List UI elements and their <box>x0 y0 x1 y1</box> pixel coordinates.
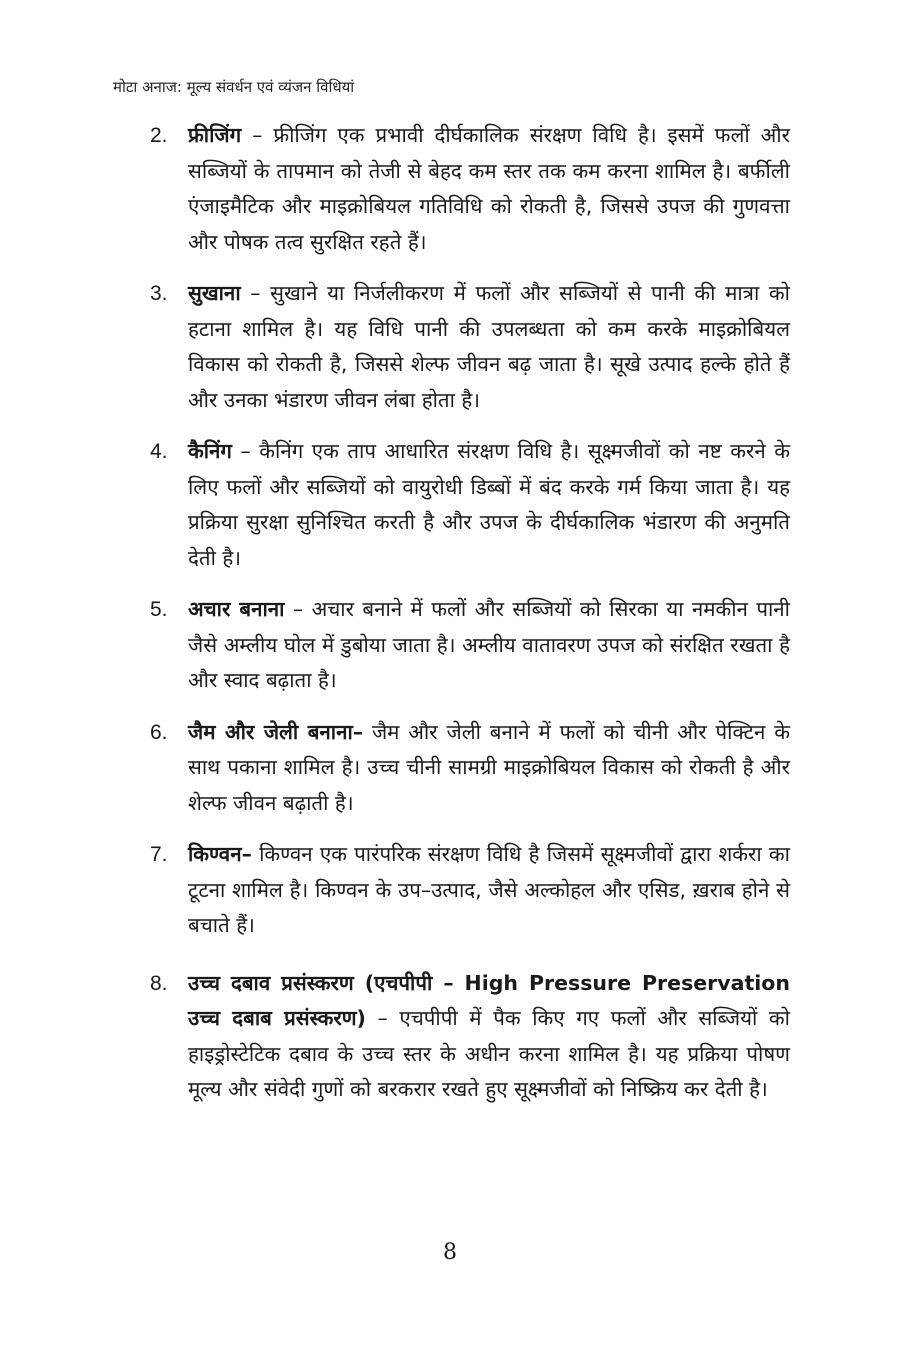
item-term: सुखाना <box>188 281 241 305</box>
list-item-fermentation <box>150 837 790 944</box>
item-paragraph <box>188 837 790 944</box>
item-term: जैम और जेली बनाना– <box>188 719 364 744</box>
item-paragraph <box>188 118 790 260</box>
item-separator: – <box>365 1006 400 1030</box>
item-text: किण्वन एक पारंपरिक संरक्षण विधि है जिसमें सूक्ष्मजीवों द्वारा शर्करा का टूटना शामिल है। किण्वन के उप–उत्पाद, जैसे अल्कोहल और एसिड, ख़राब होने से बचाते हैं। <box>188 842 790 937</box>
running-header: मोटा अनाज: मूल्य संवर्धन एवं व्यंजन विधियां <box>113 78 355 96</box>
item-number: 6. <box>150 720 168 744</box>
item-number: 7. <box>150 843 168 866</box>
item-text: अचार बनाने में फलों और सब्जियों को सिरका या नमकीन पानी जैसे अम्लीय घोल में डुबोया जाता है। अम्लीय वातावरण उपज को संरक्षित रखता है और स्वाद बढ़ाता है। <box>188 597 790 692</box>
item-paragraph <box>188 434 790 576</box>
item-paragraph <box>188 276 790 418</box>
list-item-drying <box>150 276 790 418</box>
item-term: किण्वन– <box>188 842 252 866</box>
list-item-high-pressure-processing <box>150 966 790 1108</box>
item-text: जैम और जेली बनाने में फलों को चीनी और पेक्टिन के साथ पकाना शामिल है। उच्च चीनी सामग्री माइक्रोबियल विकास को रोकती है और शेल्फ जीवन बढ़ाती है। <box>188 719 790 815</box>
item-paragraph <box>188 715 790 822</box>
item-paragraph <box>188 966 790 1108</box>
item-term: कैनिंग <box>188 439 232 463</box>
page-number: 8 <box>443 1240 457 1265</box>
item-number: 2. <box>150 124 168 147</box>
item-text: सुखाने या निर्जलीकरण में फलों और सब्जियों से पानी की मात्रा को हटाना शामिल है। यह विधि पानी की उपलब्धता को कम करके माइक्रोबियल विकास को रोकती है, जिससे शेल्फ जीवन बढ़ जाता है। सूखे उत्पाद हल्के होते हैं और उनका भंडारण जीवन लंबा होता है। <box>188 281 790 412</box>
item-separator <box>252 842 259 866</box>
item-separator: – <box>241 123 274 147</box>
item-term: अचार बनाना <box>188 597 285 621</box>
list-item-jam-jelly <box>150 715 790 822</box>
item-term: फ्रीजिंग <box>188 123 242 147</box>
item-text: फ्रीजिंग एक प्रभावी दीर्घकालिक संरक्षण विधि है। इसमें फलों और सब्जियों के तापमान को तेजी से बेहद कम स्तर तक कम करना शामिल है। बर्फीली एंजाइमैटिक और माइक्रोबियल गतिविधि को रोकती है, जिससे उपज की गुणवत्ता और पोषक तत्व सुरक्षित रहते हैं। <box>188 123 790 254</box>
item-separator: – <box>284 597 312 621</box>
item-number: 4. <box>150 440 168 463</box>
item-number: 3. <box>150 282 168 305</box>
item-number: 8. <box>150 971 168 995</box>
list-item-freezing <box>150 118 790 260</box>
item-separator: – <box>240 281 271 305</box>
preservation-methods-list <box>150 118 790 1108</box>
item-text: कैनिंग एक ताप आधारित संरक्षण विधि है। सूक्ष्मजीवों को नष्ट करने के लिए फलों और सब्जियों को वायुरोधी डिब्बों में बंद करके गर्म किया जाता है। यह प्रक्रिया सुरक्षा सुनिश्चित करती है और उपज के दीर्घकालिक भंडारण की अनुमति देती है। <box>188 439 790 570</box>
list-item-pickling <box>150 592 790 699</box>
item-paragraph <box>188 592 790 699</box>
item-number: 5. <box>150 598 168 621</box>
item-separator <box>363 720 372 744</box>
list-item-canning <box>150 434 790 576</box>
item-term: उच्च दबाव प्रसंस्करण (एचपीपी – High Pressure Preservation उच्च दबाब प्रसंस्करण) <box>188 970 790 1030</box>
item-separator: – <box>231 439 260 463</box>
item-text: एचपीपी में पैक किए गए फलों और सब्जियों को हाइड्रोस्टेटिक दबाव के उच्च स्तर के अधीन करना शामिल है। यह प्रक्रिया पोषण मूल्य और संवेदी गुणों को बरकरार रखते हुए सूक्ष्मजीवों को निष्क्रिय कर देती है। <box>188 1006 790 1101</box>
